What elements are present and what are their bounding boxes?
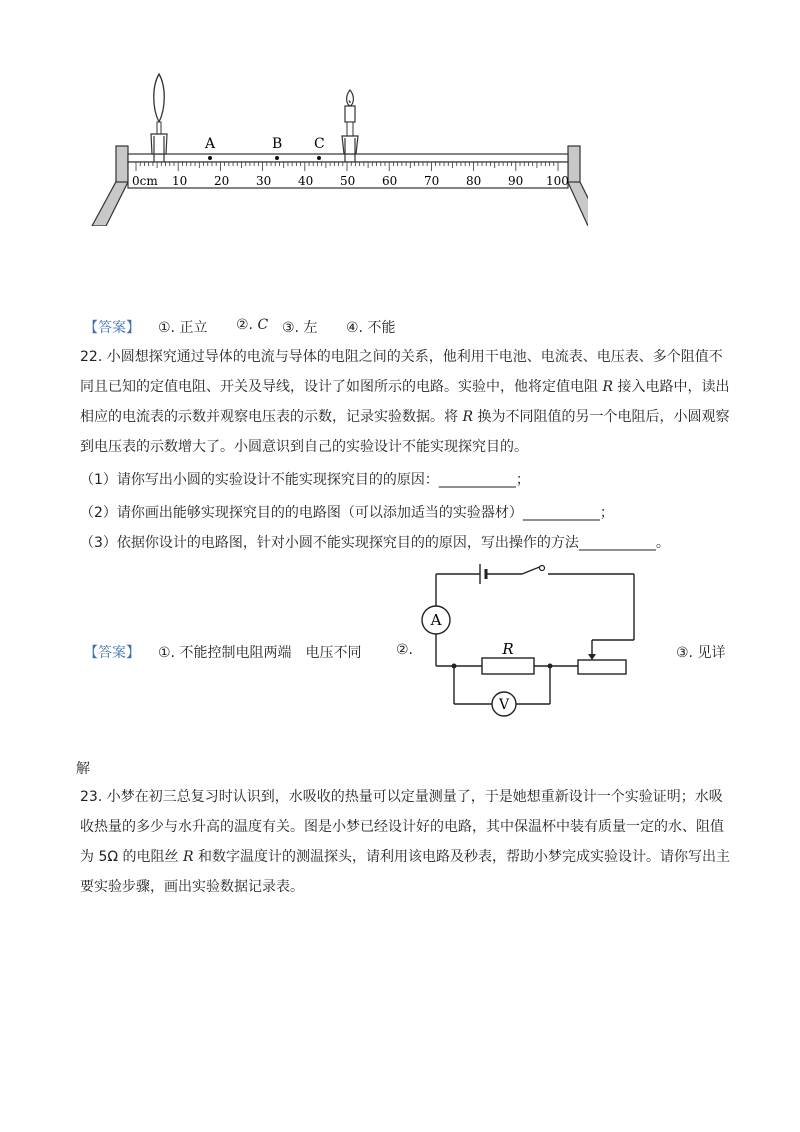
- answer-item-2: [236, 317, 268, 333]
- q22-line-1: 22. 小圆想探究通过导体的电流与导体的电阻之间的关系，他利用干电池、电流表、电压表、多个阻值不: [80, 349, 723, 365]
- switch-lever: [522, 566, 542, 574]
- bench-right-leg: [566, 178, 588, 226]
- q23-line-4: 要实验步骤，画出实验数据记录表。: [80, 879, 304, 895]
- convex-lens-icon: [151, 74, 167, 162]
- rheostat-icon: [578, 660, 626, 674]
- q22-line-3-text: 相应的电流表的示数并观察电压表的示数，记录实验数据。将: [80, 409, 458, 425]
- ammeter-label: A: [430, 611, 442, 629]
- q23-line-3-end: 和数字温度计的测温探头，请利用该电路及秒表，帮助小梦完成实验设计。请你写出主: [197, 849, 730, 865]
- scale-label: 80: [466, 174, 482, 188]
- circuit-diagram: [410, 558, 650, 720]
- switch-contact: [540, 566, 545, 571]
- point-c-label: C: [314, 136, 325, 152]
- slider-arrow-icon: [588, 654, 596, 660]
- optical-bench-figure: [88, 66, 588, 226]
- answer-item-2-prefix: ②.: [236, 317, 258, 333]
- answer-item-4: ④. 不能: [346, 320, 396, 336]
- answer-item-3: ③. 左: [282, 320, 318, 336]
- q22-line-4: 到电压表的示数增大了。小圆意识到自己的实验设计不能实现探究目的。: [80, 439, 528, 455]
- bench-left-leg: [92, 178, 130, 226]
- q22-line-3-end: 换为不同阻值的另一个电阻后，小圆观察: [477, 409, 730, 425]
- q23-line-3-text: 为 5Ω 的电阻丝: [80, 849, 179, 865]
- bench-rail: [128, 154, 568, 162]
- bench-left-block: [116, 146, 128, 182]
- q23-line-3: [80, 846, 730, 866]
- point-c-dot: [317, 156, 321, 160]
- q23-line-2: 收热量的多少与水升高的温度有关。图是小梦已经设计好的电路，其中保温杯中装有质量一定的水、阻值: [80, 819, 724, 835]
- scale-label: 40: [298, 174, 314, 188]
- scale-label: 70: [424, 174, 440, 188]
- scale-label: 50: [340, 174, 356, 188]
- answer-q22-item-1: ①. 不能控制电阻两端 电压不同: [158, 645, 362, 661]
- q22-sub-2: （2）请你画出能够实现探究目的的电路图（可以添加适当的实验器材）___________；: [80, 505, 614, 521]
- answer-row-q21: [84, 317, 140, 337]
- scale-label: 20: [214, 174, 230, 188]
- scale-label: 10: [172, 174, 188, 188]
- answer-row-q22: [84, 642, 140, 662]
- q23-line-1: 23. 小梦在初三总复习时认识到，水吸收的热量可以定量测量了，于是她想重新设计一个实验证明；水吸: [80, 789, 723, 805]
- q22-sub-1: （1）请你写出小圆的实验设计不能实现探究目的的原因：___________；: [80, 472, 530, 488]
- voltmeter-label: V: [498, 697, 510, 713]
- answer-tag: 【答案】: [84, 645, 140, 661]
- q22-line-2: [80, 376, 729, 396]
- q22-line-3-var: R: [462, 409, 473, 425]
- scale-label: 90: [508, 174, 524, 188]
- point-b-dot: [275, 156, 279, 160]
- scale-label: 30: [256, 174, 272, 188]
- q23-line-3-var: R: [182, 849, 194, 865]
- q22-line-2-end: 接入电路中，读出: [617, 379, 730, 395]
- junction-dot: [548, 664, 553, 669]
- answer-item-1: ①. 正立: [158, 320, 208, 336]
- resistor-label: R: [502, 640, 514, 658]
- point-b-label: B: [272, 136, 283, 152]
- q22-line-3: [80, 406, 729, 426]
- answer-q22-item-2: ②.: [396, 642, 414, 658]
- scale-label: 0cm: [132, 174, 158, 188]
- scale-label: 100: [546, 174, 569, 188]
- answer-q22-item-3: ③. 见详: [676, 645, 726, 661]
- bench-right-block: [568, 146, 580, 182]
- answer-item-2-value: C: [257, 317, 269, 333]
- point-a-label: A: [205, 136, 216, 152]
- answer-q22-item-3-cont: 解: [76, 761, 90, 777]
- scale-label: 60: [382, 174, 398, 188]
- point-a-dot: [208, 156, 212, 160]
- answer-tag: 【答案】: [84, 320, 140, 336]
- resistor-icon: [482, 658, 534, 674]
- q22-sub-3: （3）依据你设计的电路图，针对小圆不能实现探究目的的原因，写出操作的方法___________。: [80, 535, 670, 551]
- junction-dot: [452, 664, 457, 669]
- q22-line-2-text: 同且已知的定值电阻、开关及导线，设计了如图所示的电路。实验中，他将定值电阻: [80, 379, 598, 395]
- candle-icon: [342, 90, 358, 162]
- q22-line-2-var: R: [602, 379, 613, 395]
